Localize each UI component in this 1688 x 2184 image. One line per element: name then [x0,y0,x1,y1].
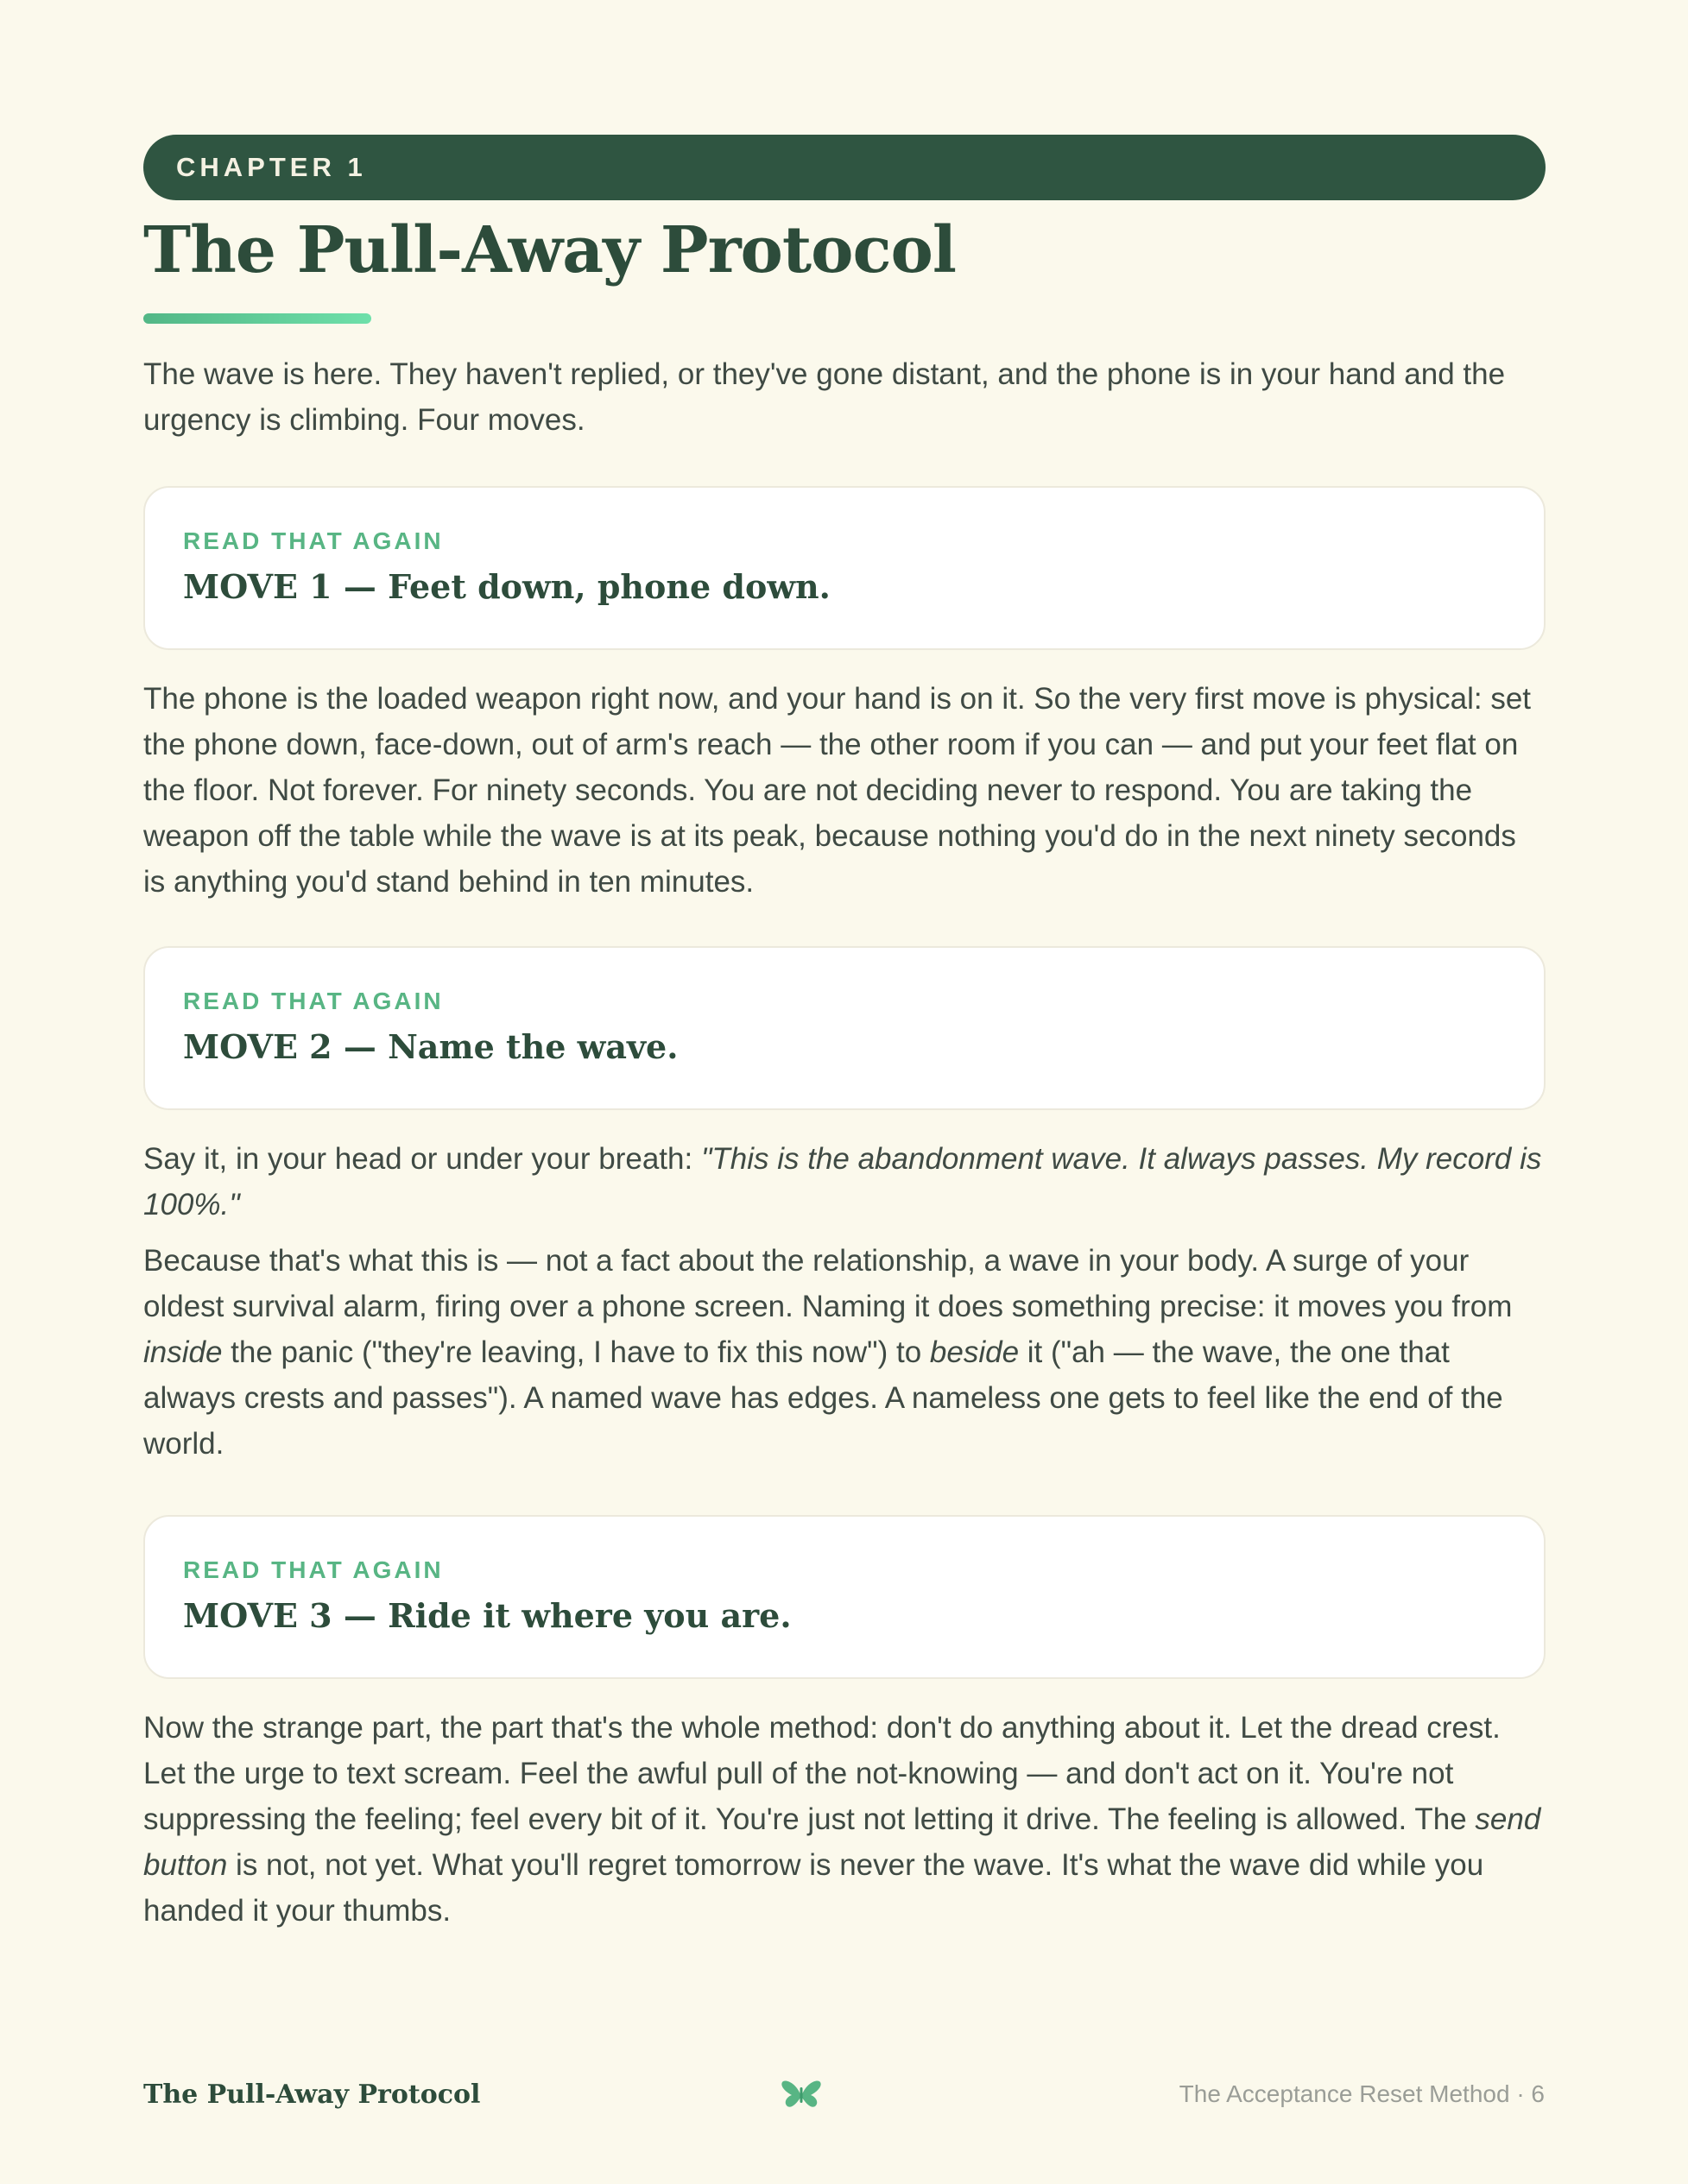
body-text: is not, not yet. What you'll regret tomorrow is never the wave. It's what the wave did while you handed it your thumbs. [143,1848,1484,1928]
wave-quote: "This is the abandonment wave. It always passes. My record is 100%." [143,1142,1542,1222]
footer-title: The Pull-Away Protocol [143,2079,481,2110]
callout-move-1 [143,486,1546,650]
callout-kicker: READ THAT AGAIN [183,988,444,1015]
body-text: Because that's what this is — not a fact about the relationship, a wave in your body. A surge of your oldest survival alarm, firing over a phone screen. Naming it does something precise: it moves you from [143,1244,1513,1324]
callout-move-3 [143,1515,1546,1679]
callout-move-text: MOVE 1 — Feet down, phone down. [183,567,831,607]
emphasis-send-button: send button [143,1802,1541,1883]
say-lead: Say it, in your head or under your breath: [143,1142,701,1177]
emphasis-beside: beside [929,1335,1020,1370]
move-3-paragraph [143,1705,1546,1934]
move-1-paragraph: The phone is the loaded weapon right now, and your hand is on it. So the very first move is physical: set the phone down, face-down, out of arm's reach — the other room if you can — and put your feet flat on the floor. Not forever. For ninety seconds. You are not deciding never to respond. You are taking the weapon off the table while the wave is at its peak, because nothing you'd do in the next ninety seconds is anything you'd stand behind in ten minutes. [143,682,1532,899]
body-text: Now the strange part, the part that's the whole method: don't do anything about it. Let the dread crest. Let the urge to text scream. Feel the awful pull of the not-knowing — and don't act on it. You're not suppressing the feeling; feel every bit of it. You're just not letting it drive. The feeling is allowed. The [143,1711,1501,1837]
callout-kicker: READ THAT AGAIN [183,527,444,555]
chapter-label: CHAPTER 1 [176,152,367,182]
chapter-banner [143,135,1546,200]
move-2-body-paragraph [143,1238,1546,1467]
callout-move-text: MOVE 3 — Ride it where you are. [183,1596,792,1636]
page-content [143,135,1546,1934]
footer-book-page: The Acceptance Reset Method · 6 [1179,2080,1545,2107]
move-2-say-paragraph [143,1136,1546,1228]
page-footer [143,2068,1545,2120]
emphasis-inside: inside [143,1335,223,1370]
intro-paragraph: The wave is here. They haven't replied, or they've gone distant, and the phone is in your hand and the urgency is climbing. Four moves. [143,357,1506,438]
callout-move-2 [143,946,1546,1110]
page-title: The Pull-Away Protocol [143,213,956,287]
body-text: the panic ("they're leaving, I have to fix this now") to [222,1335,930,1370]
body-text: it ("ah — the wave, the one that always crests and passes"). A named wave has edges. A nameless one gets to feel like the end of the world. [143,1335,1503,1461]
callout-kicker: READ THAT AGAIN [183,1556,444,1584]
butterfly-icon [780,2077,823,2111]
callout-move-text: MOVE 2 — Name the wave. [183,1027,679,1067]
title-underline [143,313,371,324]
